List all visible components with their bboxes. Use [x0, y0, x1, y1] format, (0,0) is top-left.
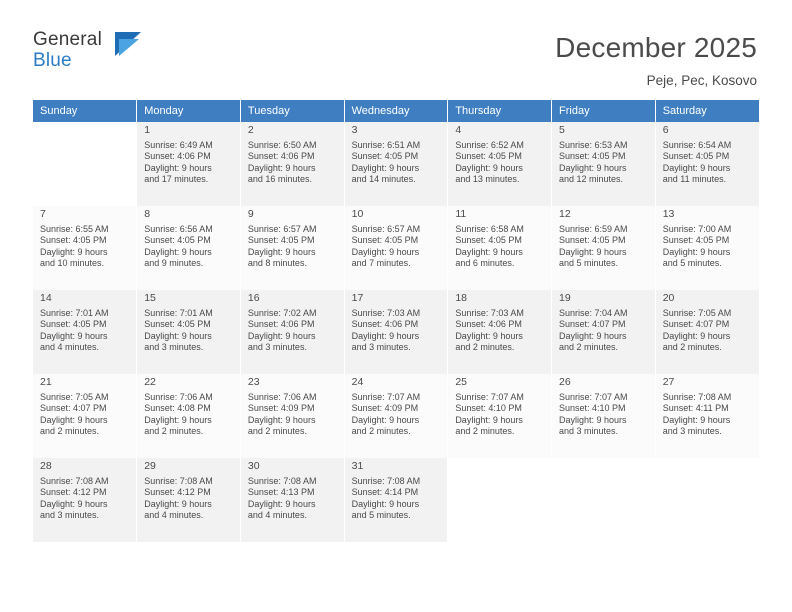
logo[interactable] — [33, 30, 153, 78]
day-cell[interactable] — [344, 458, 448, 542]
day-number: 2 — [247, 124, 254, 136]
daylight-text-1: Daylight: 9 hours — [40, 330, 108, 341]
daylight-text-2: and 13 minutes. — [455, 174, 520, 185]
sunset-text: Sunset: 4:12 PM — [144, 487, 211, 498]
day-info — [352, 392, 444, 438]
sunset-text: Sunset: 4:14 PM — [351, 487, 419, 498]
sunset-text: Sunset: 4:13 PM — [247, 487, 315, 498]
daylight-text-1: Daylight: 9 hours — [247, 162, 316, 173]
daylight-text-1: Daylight: 9 hours — [351, 330, 420, 341]
flag-icon — [115, 32, 141, 56]
sunset-text: Sunset: 4:05 PM — [559, 235, 626, 246]
daylight-text-2: and 6 minutes. — [455, 258, 515, 269]
day-info — [559, 392, 651, 438]
daylight-text-1: Daylight: 9 hours — [40, 498, 108, 509]
daylight-text-2: and 4 minutes. — [144, 510, 204, 521]
day-number: 31 — [351, 460, 364, 472]
daylight-text-2: and 3 minutes. — [351, 342, 411, 353]
daylight-text-2: and 2 minutes. — [559, 342, 619, 353]
day-cell[interactable] — [137, 206, 241, 290]
day-cell[interactable] — [448, 290, 552, 374]
daylight-text-1: Daylight: 9 hours — [351, 498, 420, 509]
sunset-text: Sunset: 4:05 PM — [351, 235, 419, 246]
day-number: 21 — [40, 376, 52, 388]
day-number: 3 — [351, 124, 358, 136]
day-cell[interactable] — [448, 122, 552, 206]
daylight-text-2: and 11 minutes. — [662, 174, 727, 185]
daylight-text-2: and 2 minutes. — [455, 342, 515, 353]
day-number: 28 — [40, 460, 52, 472]
sunset-text: Sunset: 4:05 PM — [351, 151, 419, 162]
daylight-text-1: Daylight: 9 hours — [40, 246, 108, 257]
daylight-text-2: and 2 minutes. — [455, 426, 515, 437]
daylight-text-1: Daylight: 9 hours — [662, 330, 731, 341]
sunrise-text: Sunrise: 7:08 AM — [351, 475, 421, 486]
daylight-text-1: Daylight: 9 hours — [40, 414, 108, 425]
daylight-text-1: Daylight: 9 hours — [351, 162, 420, 173]
day-number: 13 — [662, 208, 675, 220]
day-cell[interactable] — [448, 374, 552, 458]
sunrise-text: Sunrise: 7:08 AM — [40, 475, 109, 486]
day-info — [352, 224, 444, 270]
day-number: 17 — [351, 292, 364, 304]
daylight-text-2: and 3 minutes. — [247, 342, 307, 353]
day-info — [559, 140, 651, 186]
day-info — [663, 140, 755, 186]
day-info — [40, 224, 132, 270]
logo-word-general: General — [33, 29, 102, 50]
sunrise-text: Sunrise: 7:08 AM — [662, 391, 732, 402]
daylight-text-1: Daylight: 9 hours — [247, 414, 316, 425]
daylight-text-2: and 2 minutes. — [40, 426, 100, 437]
sunset-text: Sunset: 4:07 PM — [662, 319, 730, 330]
day-info — [40, 392, 132, 438]
daylight-text-2: and 3 minutes. — [662, 426, 722, 437]
daylight-text-2: and 2 minutes. — [247, 426, 307, 437]
page-title: December 2025 — [555, 32, 757, 63]
day-info — [248, 476, 340, 522]
sunset-text: Sunset: 4:05 PM — [144, 319, 211, 330]
calendar-week-row — [33, 290, 759, 374]
day-number: 25 — [455, 376, 467, 388]
daylight-text-1: Daylight: 9 hours — [662, 414, 731, 425]
sunset-text: Sunset: 4:06 PM — [247, 151, 315, 162]
day-cell[interactable] — [240, 374, 344, 458]
location-label: Peje, Pec, Kosovo — [646, 73, 757, 88]
calendar-week-row — [33, 458, 759, 542]
day-info — [40, 308, 132, 354]
weekday-friday: Friday — [552, 100, 656, 122]
daylight-text-1: Daylight: 9 hours — [144, 330, 212, 341]
day-cell[interactable] — [33, 374, 137, 458]
daylight-text-2: and 5 minutes. — [351, 510, 411, 521]
calendar-week-row — [33, 122, 759, 206]
day-info — [455, 392, 547, 438]
sunrise-text: Sunrise: 7:03 AM — [455, 307, 524, 318]
sunset-text: Sunset: 4:05 PM — [144, 235, 211, 246]
daylight-text-1: Daylight: 9 hours — [559, 330, 627, 341]
daylight-text-2: and 3 minutes. — [559, 426, 619, 437]
daylight-text-2: and 4 minutes. — [247, 510, 307, 521]
sunset-text: Sunset: 4:08 PM — [144, 403, 211, 414]
day-number: 1 — [144, 124, 151, 136]
page-header — [0, 0, 792, 88]
sunrise-text: Sunrise: 7:04 AM — [559, 307, 628, 318]
calendar-body — [33, 122, 759, 542]
weekday-tuesday: Tuesday — [240, 100, 344, 122]
day-cell[interactable] — [240, 206, 344, 290]
day-cell[interactable] — [552, 290, 656, 374]
day-cell[interactable] — [33, 458, 137, 542]
day-info — [663, 224, 755, 270]
day-info — [248, 308, 340, 354]
sunrise-text: Sunrise: 7:03 AM — [351, 307, 421, 318]
daylight-text-1: Daylight: 9 hours — [247, 246, 316, 257]
day-info — [40, 476, 132, 522]
sunset-text: Sunset: 4:05 PM — [40, 319, 107, 330]
day-info — [455, 224, 547, 270]
day-info — [144, 392, 236, 438]
daylight-text-2: and 2 minutes. — [351, 426, 411, 437]
day-info — [248, 224, 340, 270]
calendar-table — [33, 100, 759, 542]
daylight-text-2: and 12 minutes. — [559, 174, 624, 185]
weekday-wednesday: Wednesday — [344, 100, 448, 122]
day-number: 11 — [455, 208, 467, 220]
logo-word-blue: Blue — [33, 50, 72, 71]
daylight-text-1: Daylight: 9 hours — [559, 414, 627, 425]
daylight-text-1: Daylight: 9 hours — [559, 246, 627, 257]
day-number: 20 — [662, 292, 675, 304]
day-cell[interactable] — [137, 122, 241, 206]
daylight-text-2: and 3 minutes. — [40, 510, 100, 521]
sunrise-text: Sunrise: 7:07 AM — [455, 391, 524, 402]
sunset-text: Sunset: 4:06 PM — [144, 151, 211, 162]
day-cell[interactable] — [655, 122, 759, 206]
daylight-text-2: and 5 minutes. — [662, 258, 722, 269]
day-number: 22 — [144, 376, 156, 388]
day-info — [248, 140, 340, 186]
day-number: 19 — [559, 292, 571, 304]
daylight-text-2: and 8 minutes. — [247, 258, 307, 269]
daylight-text-1: Daylight: 9 hours — [144, 162, 212, 173]
sunrise-text: Sunrise: 7:07 AM — [559, 391, 628, 402]
day-number: 23 — [247, 376, 260, 388]
sunset-text: Sunset: 4:06 PM — [455, 319, 522, 330]
sunset-text: Sunset: 4:09 PM — [351, 403, 419, 414]
day-number: 26 — [559, 376, 571, 388]
weekday-saturday: Saturday — [655, 100, 759, 122]
daylight-text-2: and 17 minutes. — [144, 174, 209, 185]
day-info — [352, 140, 444, 186]
sunset-text: Sunset: 4:12 PM — [40, 487, 107, 498]
sunset-text: Sunset: 4:07 PM — [559, 319, 626, 330]
daylight-text-1: Daylight: 9 hours — [662, 246, 731, 257]
day-cell[interactable] — [344, 122, 448, 206]
day-number: 14 — [40, 292, 52, 304]
sunrise-text: Sunrise: 7:05 AM — [662, 307, 732, 318]
sunrise-text: Sunrise: 7:06 AM — [144, 391, 213, 402]
sunset-text: Sunset: 4:05 PM — [662, 151, 730, 162]
sunrise-text: Sunrise: 6:49 AM — [144, 139, 213, 150]
sunrise-text: Sunrise: 6:59 AM — [559, 223, 628, 234]
day-info — [352, 308, 444, 354]
daylight-text-2: and 2 minutes. — [662, 342, 722, 353]
day-cell[interactable] — [137, 290, 241, 374]
sunset-text: Sunset: 4:05 PM — [40, 235, 107, 246]
sunset-text: Sunset: 4:06 PM — [351, 319, 419, 330]
sunrise-text: Sunrise: 6:58 AM — [455, 223, 524, 234]
day-cell[interactable] — [344, 374, 448, 458]
weekday-thursday: Thursday — [448, 100, 552, 122]
sunrise-text: Sunrise: 6:57 AM — [247, 223, 317, 234]
day-info — [144, 140, 236, 186]
day-number: 12 — [559, 208, 571, 220]
day-number: 24 — [351, 376, 364, 388]
daylight-text-1: Daylight: 9 hours — [455, 246, 523, 257]
daylight-text-1: Daylight: 9 hours — [455, 162, 523, 173]
day-cell[interactable] — [448, 206, 552, 290]
daylight-text-2: and 10 minutes. — [40, 258, 105, 269]
day-cell[interactable] — [240, 290, 344, 374]
daylight-text-2: and 14 minutes. — [351, 174, 416, 185]
weekday-header-row — [33, 100, 759, 122]
day-info — [144, 308, 236, 354]
daylight-text-2: and 5 minutes. — [559, 258, 619, 269]
day-number: 18 — [455, 292, 467, 304]
daylight-text-1: Daylight: 9 hours — [247, 498, 316, 509]
day-number: 30 — [247, 460, 260, 472]
sunset-text: Sunset: 4:05 PM — [662, 235, 730, 246]
sunrise-text: Sunrise: 7:06 AM — [247, 391, 317, 402]
day-number: 7 — [40, 208, 46, 220]
day-cell-empty — [655, 458, 759, 542]
day-info — [144, 476, 236, 522]
daylight-text-1: Daylight: 9 hours — [455, 414, 523, 425]
sunrise-text: Sunrise: 7:08 AM — [144, 475, 213, 486]
day-cell[interactable] — [344, 290, 448, 374]
daylight-text-2: and 2 minutes. — [144, 426, 204, 437]
day-info — [663, 392, 755, 438]
day-number: 4 — [455, 124, 462, 136]
calendar-week-row — [33, 206, 759, 290]
day-number: 15 — [144, 292, 156, 304]
daylight-text-2: and 16 minutes. — [247, 174, 312, 185]
day-cell-empty — [552, 458, 656, 542]
sunrise-text: Sunrise: 6:53 AM — [559, 139, 628, 150]
sunrise-text: Sunrise: 7:00 AM — [662, 223, 732, 234]
weekday-monday: Monday — [137, 100, 241, 122]
daylight-text-2: and 4 minutes. — [40, 342, 100, 353]
day-info — [663, 308, 755, 354]
daylight-text-1: Daylight: 9 hours — [351, 246, 420, 257]
day-info — [144, 224, 236, 270]
sunrise-text: Sunrise: 6:54 AM — [662, 139, 732, 150]
sunrise-text: Sunrise: 7:08 AM — [247, 475, 317, 486]
day-number: 27 — [662, 376, 675, 388]
sunrise-text: Sunrise: 6:51 AM — [351, 139, 421, 150]
day-cell[interactable] — [137, 458, 241, 542]
sunset-text: Sunset: 4:11 PM — [662, 403, 729, 414]
day-info — [248, 392, 340, 438]
weekday-sunday: Sunday — [33, 100, 137, 122]
sunset-text: Sunset: 4:10 PM — [559, 403, 626, 414]
sunset-text: Sunset: 4:10 PM — [455, 403, 522, 414]
day-cell[interactable] — [655, 290, 759, 374]
title-area — [555, 30, 757, 88]
sunset-text: Sunset: 4:06 PM — [247, 319, 315, 330]
day-cell[interactable] — [552, 206, 656, 290]
calendar-week-row — [33, 374, 759, 458]
day-cell[interactable] — [655, 206, 759, 290]
daylight-text-1: Daylight: 9 hours — [662, 162, 731, 173]
sunset-text: Sunset: 4:05 PM — [559, 151, 626, 162]
sunset-text: Sunset: 4:07 PM — [40, 403, 107, 414]
sunrise-text: Sunrise: 7:07 AM — [351, 391, 421, 402]
daylight-text-1: Daylight: 9 hours — [559, 162, 627, 173]
day-number: 6 — [662, 124, 669, 136]
sunrise-text: Sunrise: 7:01 AM — [40, 307, 109, 318]
day-info — [352, 476, 444, 522]
daylight-text-2: and 9 minutes. — [144, 258, 204, 269]
sunrise-text: Sunrise: 7:05 AM — [40, 391, 109, 402]
daylight-text-2: and 7 minutes. — [351, 258, 411, 269]
sunrise-text: Sunrise: 6:52 AM — [455, 139, 524, 150]
sunrise-text: Sunrise: 7:01 AM — [144, 307, 213, 318]
sunset-text: Sunset: 4:05 PM — [247, 235, 315, 246]
day-number: 5 — [559, 124, 565, 136]
day-cell[interactable] — [552, 374, 656, 458]
day-number: 29 — [144, 460, 156, 472]
sunrise-text: Sunrise: 6:57 AM — [351, 223, 421, 234]
day-info — [559, 308, 651, 354]
day-number: 9 — [247, 208, 254, 220]
day-number: 16 — [247, 292, 260, 304]
day-cell[interactable] — [33, 290, 137, 374]
day-info — [559, 224, 651, 270]
sunrise-text: Sunrise: 6:56 AM — [144, 223, 213, 234]
daylight-text-1: Daylight: 9 hours — [247, 330, 316, 341]
daylight-text-1: Daylight: 9 hours — [351, 414, 420, 425]
day-info — [455, 140, 547, 186]
sunrise-text: Sunrise: 7:02 AM — [247, 307, 317, 318]
day-number: 8 — [144, 208, 151, 220]
sunset-text: Sunset: 4:09 PM — [247, 403, 315, 414]
day-cell[interactable] — [344, 206, 448, 290]
day-number: 10 — [351, 208, 364, 220]
day-cell[interactable] — [552, 122, 656, 206]
day-cell[interactable] — [33, 206, 137, 290]
daylight-text-1: Daylight: 9 hours — [144, 246, 212, 257]
day-cell[interactable] — [655, 374, 759, 458]
daylight-text-1: Daylight: 9 hours — [455, 330, 523, 341]
daylight-text-2: and 3 minutes. — [144, 342, 204, 353]
sunrise-text: Sunrise: 6:50 AM — [247, 139, 317, 150]
day-cell-empty — [448, 458, 552, 542]
sunset-text: Sunset: 4:05 PM — [455, 235, 522, 246]
day-cell[interactable] — [240, 458, 344, 542]
day-info — [455, 308, 547, 354]
day-cell-empty — [33, 122, 137, 206]
day-cell[interactable] — [137, 374, 241, 458]
daylight-text-1: Daylight: 9 hours — [144, 498, 212, 509]
day-cell[interactable] — [240, 122, 344, 206]
sunset-text: Sunset: 4:05 PM — [455, 151, 522, 162]
daylight-text-1: Daylight: 9 hours — [144, 414, 212, 425]
sunrise-text: Sunrise: 6:55 AM — [40, 223, 109, 234]
